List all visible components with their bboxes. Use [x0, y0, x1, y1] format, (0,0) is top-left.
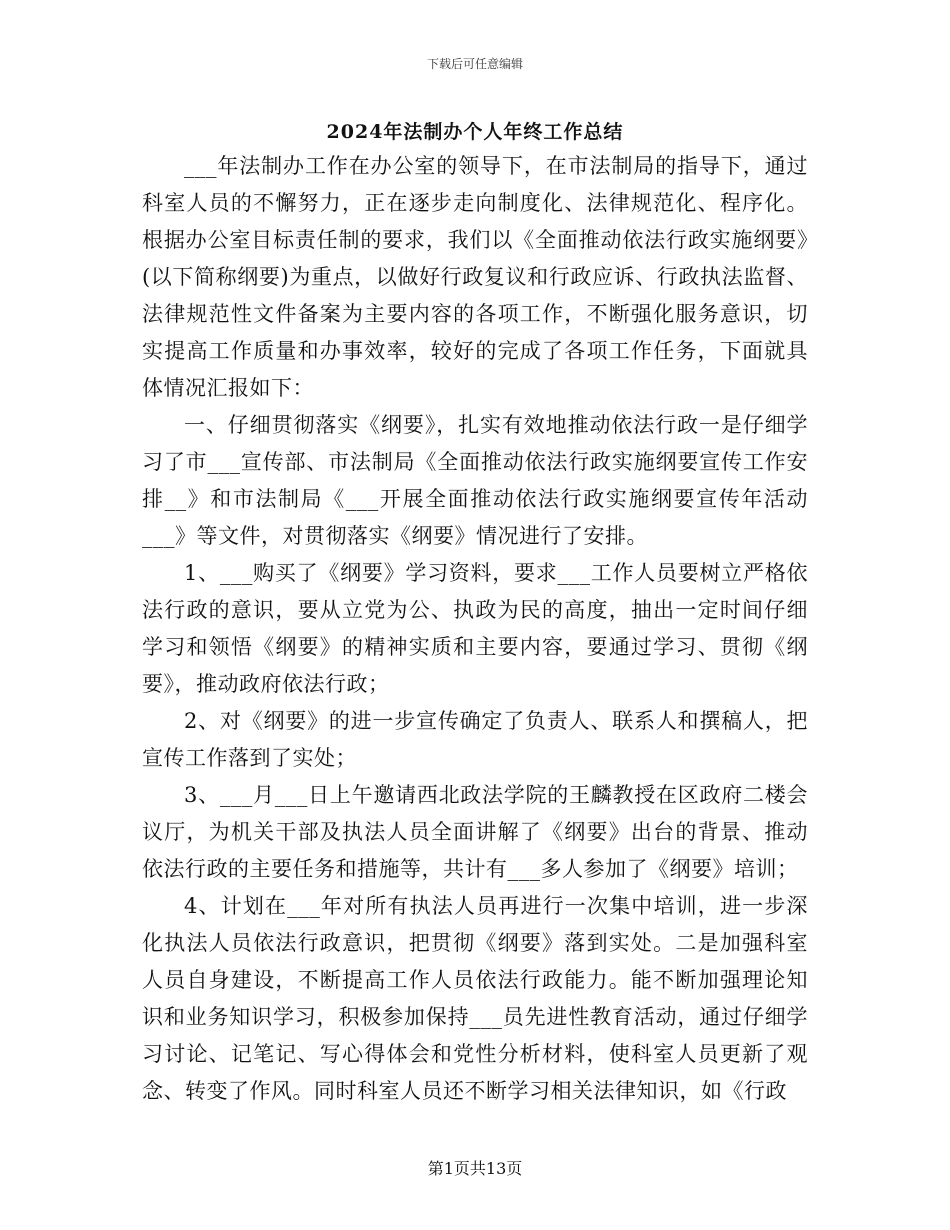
- document-body: [142, 148, 808, 1110]
- paragraph: 4、计划在___年对所有执法人员再进行一次集中培训，进一步深化执法人员依法行政意识，把贯彻《纲要》落到实处。二是加强科室人员自身建设，不断提高工作人员依法行政能力。能不断加强理论知识和业务知识学习，积极参加保持___员先进性教育活动，通过仔细学习讨论、记笔记、写心得体会和党性分析材料，使科室人员更新了观念、转变了作风。同时科室人员还不断学习相关法律知识，如《行政: [142, 894, 808, 1103]
- paragraph: 一、仔细贯彻落实《纲要》，扎实有效地推动依法行政一是仔细学习了市___宣传部、市法制局《全面推动依法行政实施纲要宣传工作安排__》和市法制局《___开展全面推动依法行政实施纲要宣传年活动___》等文件，对贯彻落实《纲要》情况进行了安排。: [142, 413, 808, 548]
- paragraph: 2、对《纲要》的进一步宣传确定了负责人、联系人和撰稿人，把宣传工作落到了实处；: [142, 709, 808, 770]
- paragraph: 3、___月___日上午邀请西北政法学院的王麟教授在区政府二楼会议厅，为机关干部及执法人员全面讲解了《纲要》出台的背景、推动依法行政的主要任务和措施等，共计有___多人参加了《纲要》培训；: [142, 783, 808, 881]
- document-title: 2024年法制办个人年终工作总结: [326, 121, 624, 143]
- page-header: 下载后可任意编辑: [426, 57, 523, 71]
- page-footer: 第1页共13页: [427, 1159, 523, 1178]
- paragraph: 1、___购买了《纲要》学习资料，要求___工作人员要树立严格依法行政的意识，要从立党为公、执政为民的高度，抽出一定时间仔细学习和领悟《纲要》的精神实质和主要内容，要通过学习、贯彻《纲要》，推动政府依法行政；: [142, 561, 808, 696]
- paragraph: ___年法制办工作在办公室的领导下，在市法制局的指导下，通过科室人员的不懈努力，正在逐步走向制度化、法律规范化、程序化。根据办公室目标责任制的要求，我们以《全面推动依法行政实施纲要》(以下简称纲要)为重点，以做好行政复议和行政应诉、行政执法监督、法律规范性文件备案为主要内容的各项工作，不断强化服务意识，切实提高工作质量和办事效率，较好的完成了各项工作任务，下面就具体情况汇报如下：: [142, 154, 808, 400]
